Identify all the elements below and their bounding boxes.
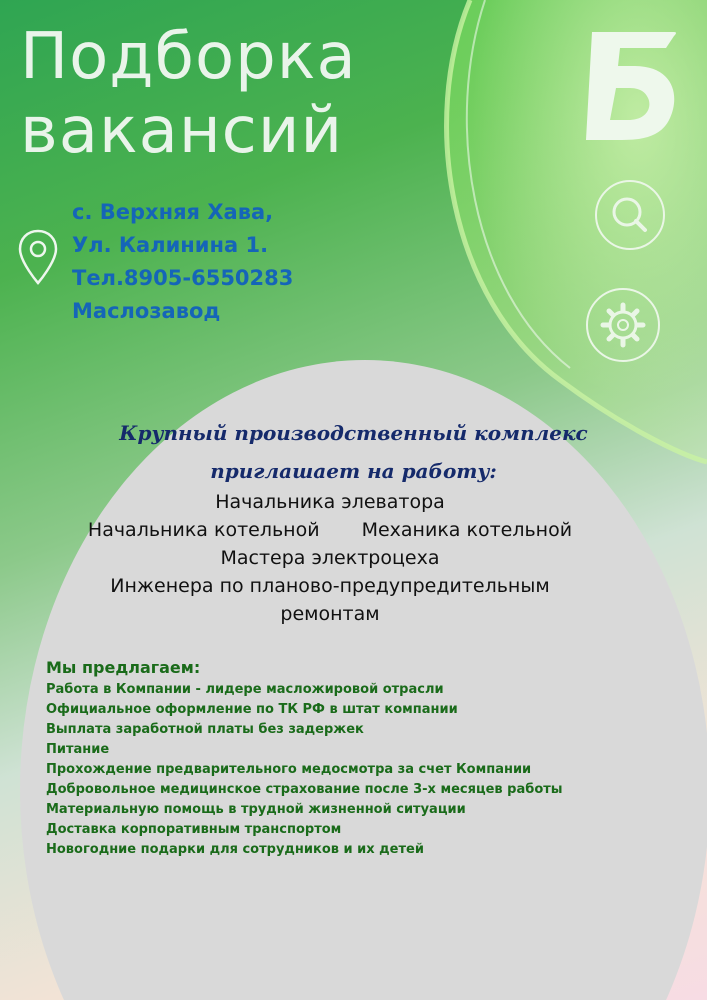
offer-item: Материальную помощь в трудной жизненной ситуации bbox=[46, 802, 466, 817]
vacancy-list bbox=[0, 488, 660, 628]
intro-line-2: приглашает на работу: bbox=[210, 459, 497, 483]
location-pin-icon bbox=[16, 228, 60, 288]
vacancy-item: Начальника котельной bbox=[87, 519, 320, 541]
phone-number: Тел.8905-6550283 bbox=[72, 266, 294, 290]
offer-item: Доставка корпоративным транспортом bbox=[46, 822, 342, 837]
vacancy-item: Механика котельной bbox=[361, 519, 573, 541]
company-name: Маслозавод bbox=[72, 299, 221, 323]
page-title bbox=[20, 20, 357, 168]
intro-text bbox=[0, 414, 707, 490]
title-line-2: вакансий bbox=[20, 94, 344, 168]
offer-item: Официальное оформление по ТК РФ в штат компании bbox=[46, 702, 458, 717]
intro-line-1: Крупный производственный комплекс bbox=[119, 421, 588, 445]
address-line-1: с. Верхняя Хава, bbox=[72, 200, 274, 224]
offer-item: Новогодние подарки для сотрудников и их детей bbox=[46, 842, 424, 857]
vacancy-item: Мастера электроцеха bbox=[220, 547, 440, 569]
vacancy-row-2 bbox=[0, 516, 660, 544]
gear-icon bbox=[583, 285, 663, 365]
vacancy-item-continued: ремонтам bbox=[280, 603, 380, 625]
offer-item: Работа в Компании - лидере масложировой отрасли bbox=[46, 682, 444, 697]
offer-item: Добровольное медицинское страхование после 3-х месяцев работы bbox=[46, 782, 563, 797]
offers-title: Мы предлагаем: bbox=[46, 658, 201, 677]
offers-section bbox=[46, 656, 563, 860]
offers-list bbox=[46, 680, 563, 860]
offer-item: Прохождение предварительного медосмотра за счет Компании bbox=[46, 762, 532, 777]
vacancy-item: Инженера по планово-предупредительным bbox=[110, 575, 550, 597]
vacancy-item: Начальника элеватора bbox=[215, 491, 445, 513]
offer-item: Питание bbox=[46, 742, 110, 757]
brand-logo bbox=[578, 26, 682, 146]
offer-item: Выплата заработной платы без задержек bbox=[46, 722, 364, 737]
title-line-1: Подборка bbox=[20, 20, 357, 94]
address-line-2: Ул. Калинина 1. bbox=[72, 233, 269, 257]
contact-block bbox=[72, 196, 293, 328]
search-icon bbox=[593, 178, 667, 252]
